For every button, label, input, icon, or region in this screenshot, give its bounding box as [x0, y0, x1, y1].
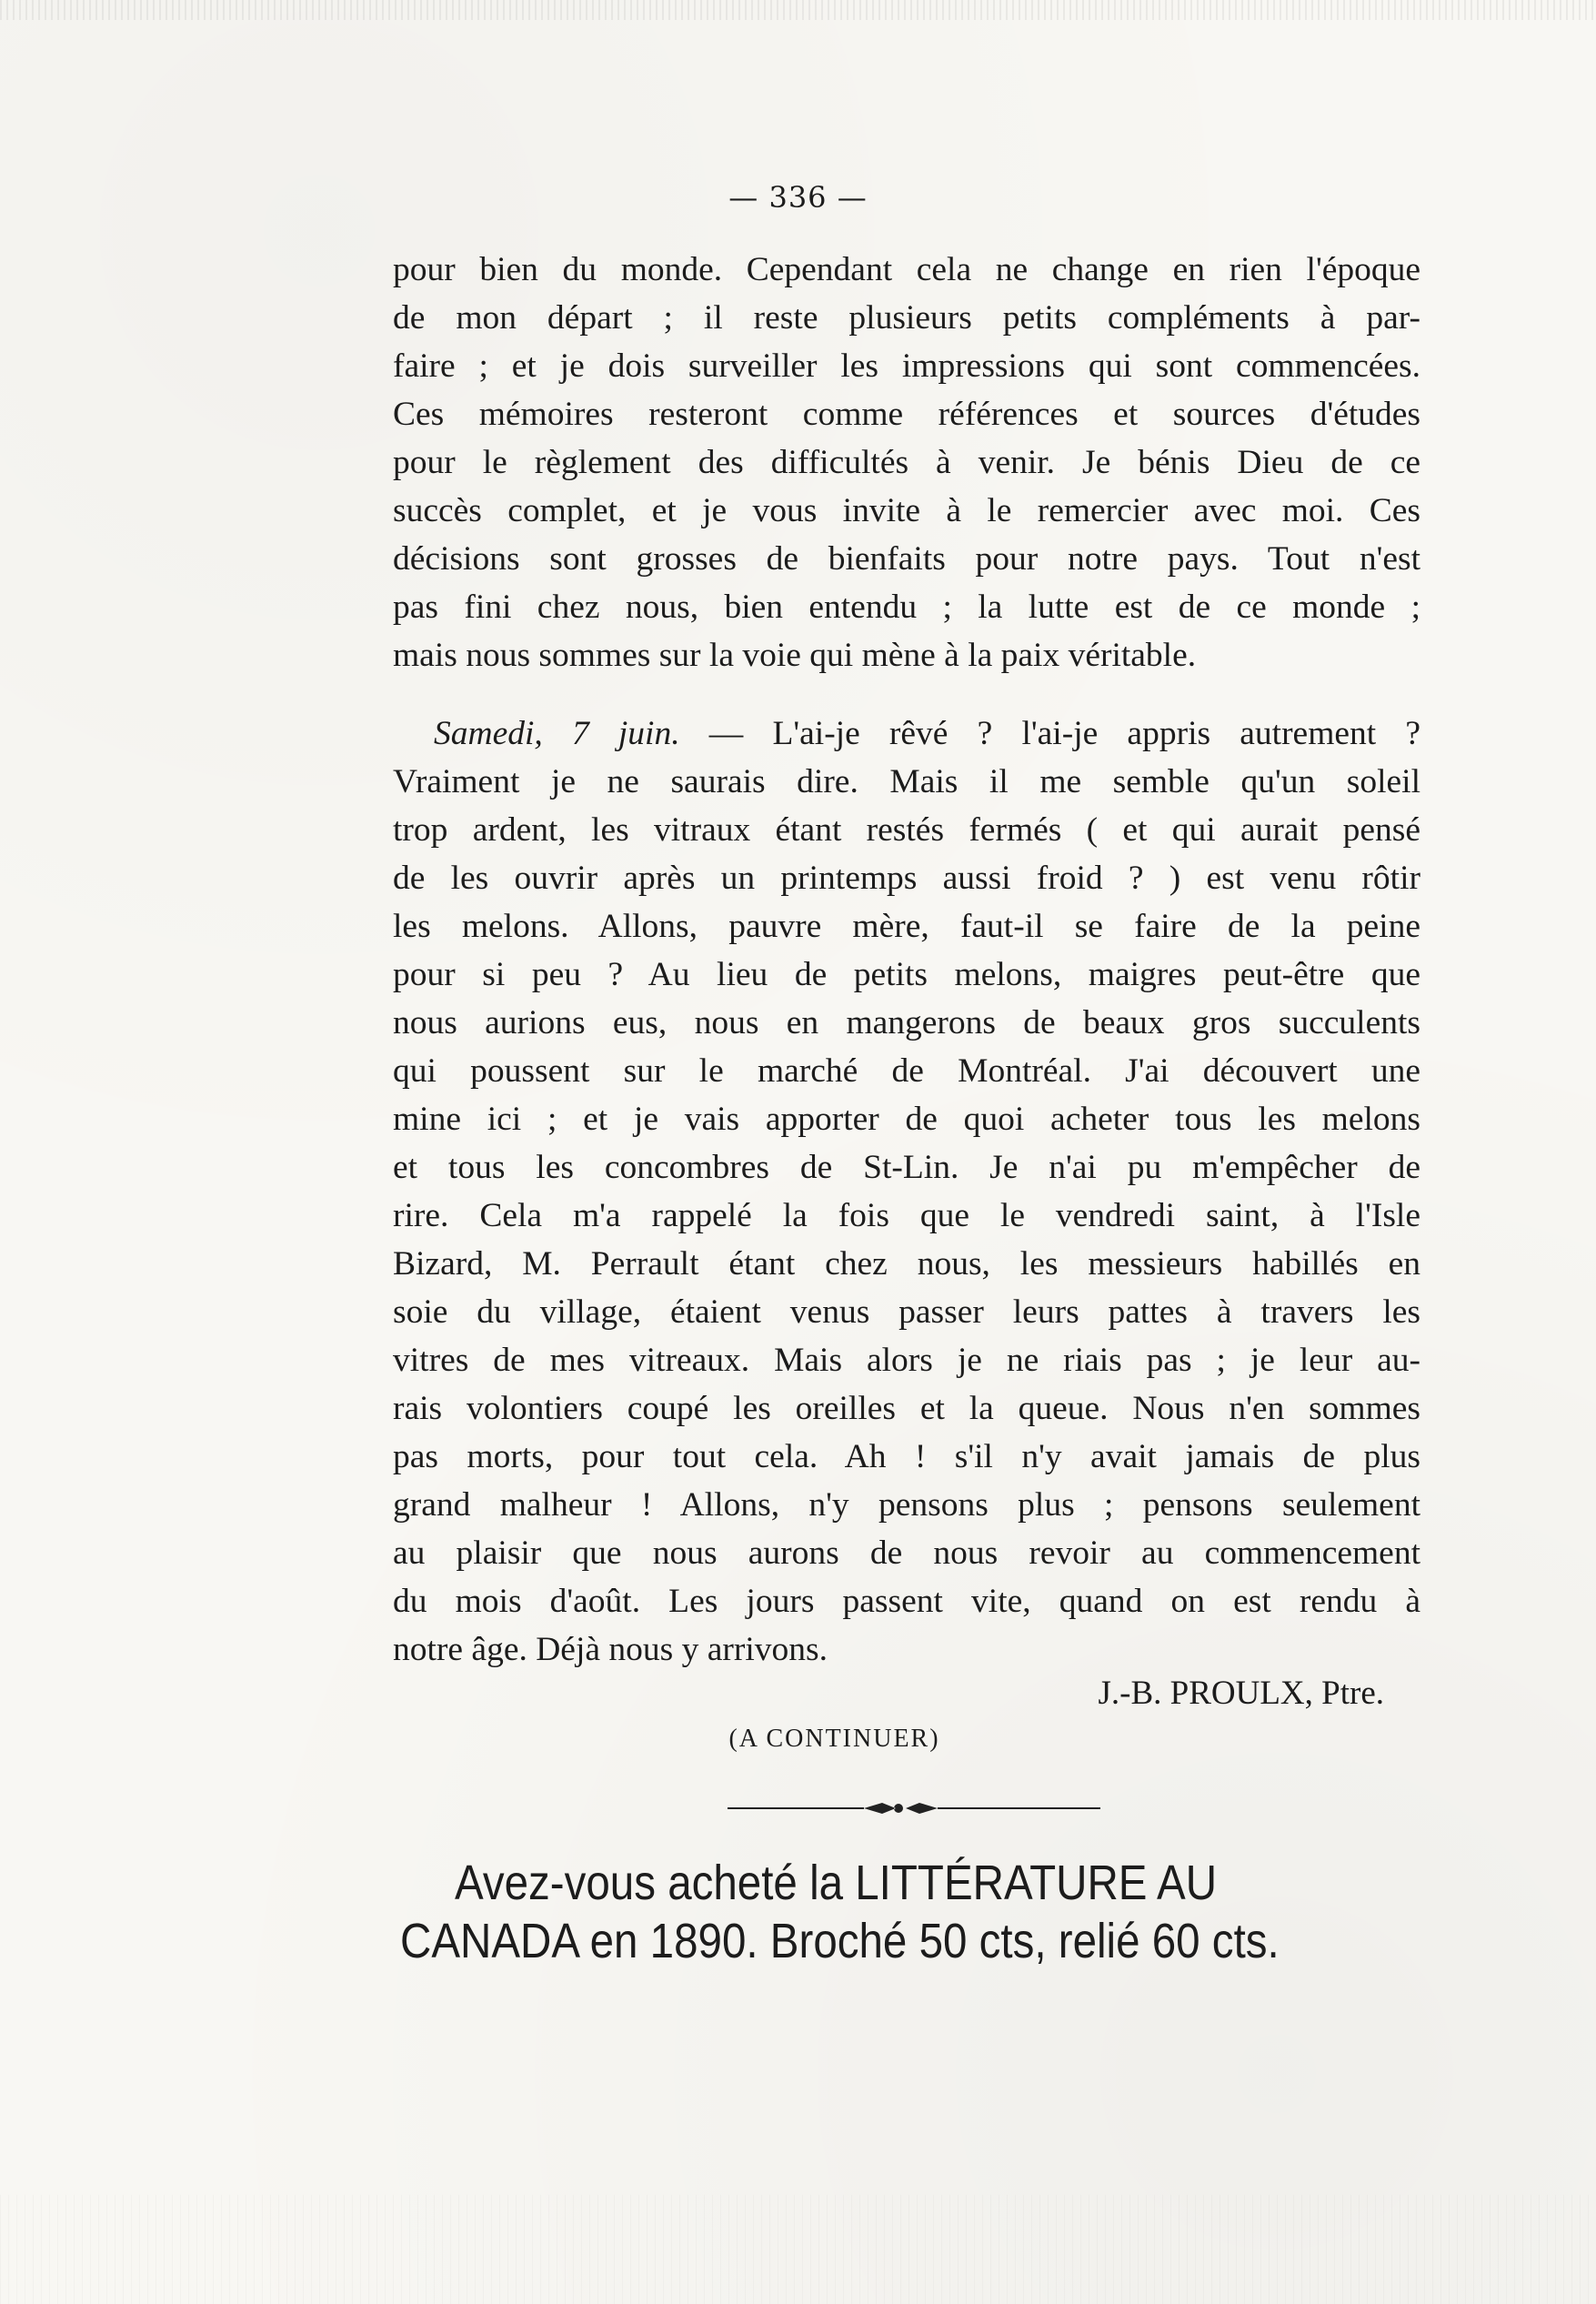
text-line: Bizard, M. Perrault étant chez nous, les messieurs habillés en	[393, 1245, 1420, 1283]
text-line: les melons. Allons, pauvre mère, faut-il se faire de la peine	[393, 908, 1420, 945]
divider-ornament	[864, 1803, 938, 1814]
author-signature: J.-B. PROULX, Ptre.	[1098, 1675, 1384, 1712]
text-line: faire ; et je dois surveiller les impressions qui sont commencées.	[393, 347, 1420, 385]
first-line-text: — L'ai-je rêvé ? l'ai-je appris autrement ?	[679, 715, 1421, 752]
text-line: soie du village, étaient venus passer leurs pattes à travers les	[393, 1293, 1420, 1331]
scan-edge-bottom	[0, 2195, 1596, 2304]
advert-line-1: Avez-vous acheté la LITTÉRATURE AU	[455, 1856, 1218, 1910]
dateline: Samedi, 7 juin.	[434, 715, 680, 752]
text-line-first	[393, 709, 1420, 758]
text-line: qui poussent sur le marché de Montréal. J'ai découvert une	[393, 1052, 1420, 1090]
text-line: mine ici ; et je vais apporter de quoi acheter tous les melons	[393, 1101, 1420, 1138]
text-line: décisions sont grosses de bienfaits pour notre pays. Tout n'est	[393, 540, 1420, 578]
text-line: vitres de mes vitreaux. Mais alors je ne riais pas ; je leur au-	[393, 1342, 1420, 1379]
text-line: mais nous sommes sur la voie qui mène à la paix véritable.	[393, 637, 1197, 674]
text-line: et tous les concombres de St-Lin. Je n'ai pu m'empêcher de	[393, 1149, 1420, 1186]
paragraph-1	[393, 246, 1420, 679]
text-line: pour le règlement des difficultés à venir. Je bénis Dieu de ce	[393, 444, 1420, 481]
scan-edge-top	[0, 0, 1596, 20]
text-line: nous aurions eus, nous en mangerons de beaux gros succulents	[393, 1004, 1420, 1041]
text-line: de mon départ ; il reste plusieurs petits compléments à par-	[393, 299, 1420, 337]
text-line: succès complet, et je vous invite à le remercier avec moi. Ces	[393, 492, 1420, 529]
text-line: pas fini chez nous, bien entendu ; la lutte est de ce monde ;	[393, 589, 1420, 626]
paragraph-2	[393, 709, 1420, 1674]
text-line: notre âge. Déjà nous y arrivons.	[393, 1631, 828, 1668]
text-line: grand malheur ! Allons, n'y pensons plus ; pensons seulement	[393, 1486, 1420, 1524]
text-line: pour si peu ? Au lieu de petits melons, maigres peut-être que	[393, 956, 1420, 993]
to-be-continued-note: (A CONTINUER)	[728, 1725, 940, 1753]
text-line: trop ardent, les vitraux étant restés fermés ( et qui aurait pensé	[393, 811, 1420, 849]
text-line: du mois d'août. Les jours passent vite, quand on est rendu à	[393, 1583, 1420, 1620]
page-number: — 336 —	[728, 180, 868, 215]
advert-line-2: CANADA en 1890. Broché 50 cts, relié 60 cts.	[400, 1914, 1280, 1968]
text-line: au plaisir que nous aurons de nous revoir au commencement	[393, 1534, 1420, 1572]
text-line: rire. Cela m'a rappelé la fois que le vendredi saint, à l'Isle	[393, 1197, 1420, 1234]
text-line: pas morts, pour tout cela. Ah ! s'il n'y avait jamais de plus	[393, 1438, 1420, 1475]
text-line: Ces mémoires resteront comme références et sources d'études	[393, 396, 1420, 433]
text-line: pour bien du monde. Cependant cela ne change en rien l'époque	[393, 251, 1420, 288]
ornamental-divider	[728, 1797, 1100, 1819]
text-line: de les ouvrir après un printemps aussi froid ? ) est venu rôtir	[393, 860, 1420, 897]
text-line: rais volontiers coupé les oreilles et la queue. Nous n'en sommes	[393, 1390, 1420, 1427]
text-line: Vraiment je ne saurais dire. Mais il me semble qu'un soleil	[393, 763, 1420, 800]
